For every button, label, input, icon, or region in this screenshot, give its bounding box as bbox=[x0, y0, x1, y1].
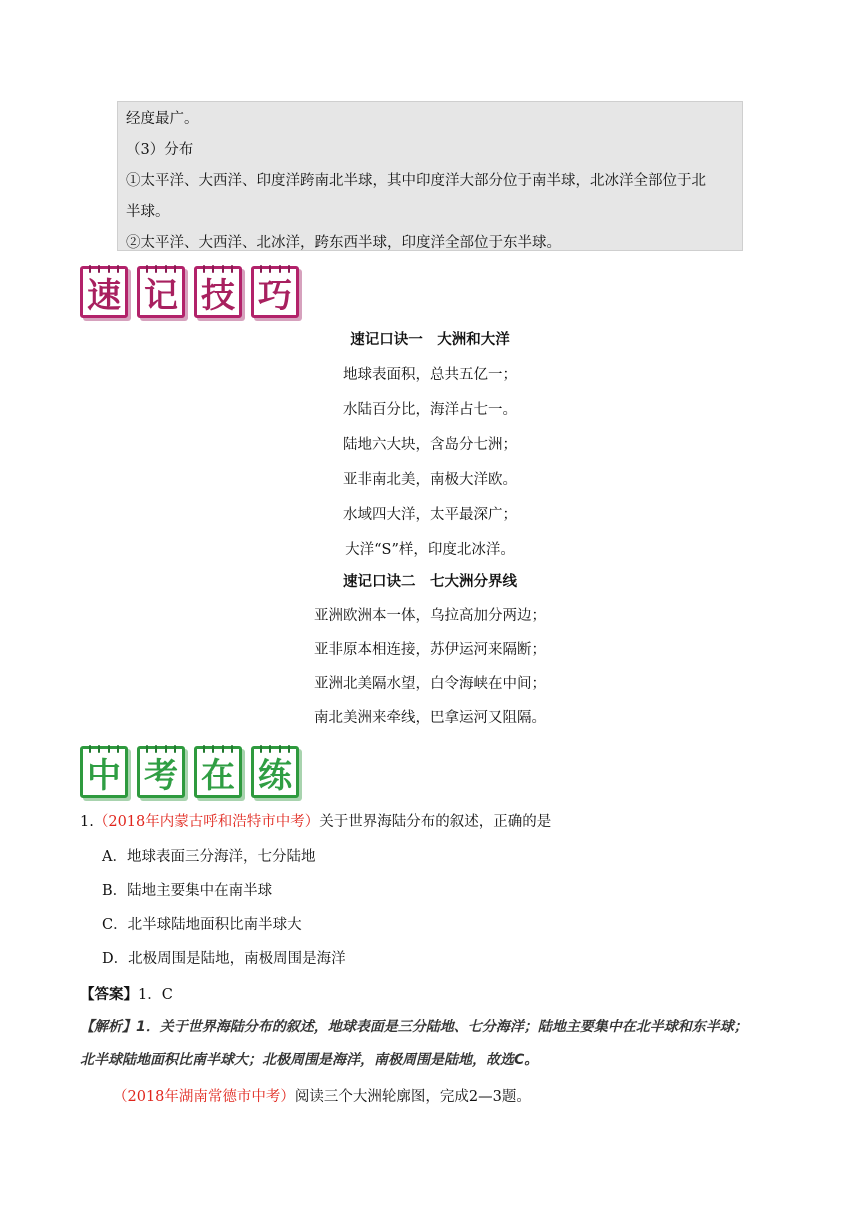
question-stem: 阅读三个大洲轮廓图，完成2—3题。 bbox=[294, 1089, 531, 1105]
banner-tile: 记 bbox=[137, 266, 185, 318]
banner-tile: 速 bbox=[80, 266, 128, 318]
poem-line: 亚非南北美，南极大洋欧。 bbox=[343, 472, 517, 488]
explanation-line-2: 北半球陆地面积比南半球大；北极周围是海洋，南极周围是陆地，故选C。 bbox=[80, 1052, 539, 1068]
explanation-label: 【解析】 bbox=[80, 1019, 136, 1035]
notes-line: 经度最广。 bbox=[126, 111, 199, 127]
question-number: 1. bbox=[80, 814, 94, 830]
answer-label: 【答案】 bbox=[80, 986, 138, 1003]
notes-line: 半球。 bbox=[126, 204, 170, 220]
answer-value: 1．C bbox=[138, 987, 173, 1003]
banner-tile: 考 bbox=[137, 746, 185, 798]
poem-line: 亚洲北美隔水望，白令海峡在中间； bbox=[314, 676, 546, 692]
poem-line: 大洋“S”样，印度北冰洋。 bbox=[345, 542, 515, 558]
poem-title: 速记口诀二 七大洲分界线 bbox=[343, 574, 517, 590]
poem-line: 亚非原本相连接，苏伊运河来隔断； bbox=[314, 642, 546, 658]
memory-tips-banner bbox=[80, 266, 299, 318]
option-b: B．陆地主要集中在南半球 bbox=[102, 883, 273, 899]
poem-two bbox=[0, 570, 860, 740]
question-2-intro bbox=[113, 1085, 531, 1106]
banner-tile: 练 bbox=[251, 746, 299, 798]
banner-tile: 巧 bbox=[251, 266, 299, 318]
poem-title: 速记口诀一 大洲和大洋 bbox=[350, 332, 510, 348]
poem-line: 水域四大洋，太平最深广； bbox=[343, 507, 517, 523]
poem-line: 水陆百分比，海洋占七一。 bbox=[343, 402, 517, 418]
poem-line: 陆地六大块，含岛分七洲； bbox=[343, 437, 517, 453]
exam-practice-banner bbox=[80, 746, 299, 798]
question-source: （2018年湖南常德市中考） bbox=[113, 1089, 295, 1105]
answer-line bbox=[80, 983, 173, 1004]
notes-line: ②太平洋、大西洋、北冰洋，跨东西半球，印度洋全部位于东半球。 bbox=[126, 235, 561, 251]
notes-box bbox=[117, 101, 743, 251]
banner-tile: 在 bbox=[194, 746, 242, 798]
explanation-line-1 bbox=[80, 1016, 748, 1036]
question-1 bbox=[80, 810, 551, 831]
banner-tile: 中 bbox=[80, 746, 128, 798]
option-c: C．北半球陆地面积比南半球大 bbox=[102, 917, 302, 933]
notes-line: （3）分布 bbox=[126, 142, 194, 158]
question-stem: 关于世界海陆分布的叙述，正确的是 bbox=[319, 814, 552, 830]
question-source: （2018年内蒙古呼和浩特市中考） bbox=[93, 814, 320, 830]
option-d: D．北极周围是陆地，南极周围是海洋 bbox=[102, 951, 346, 967]
poem-line: 地球表面积，总共五亿一； bbox=[343, 367, 517, 383]
poem-one bbox=[0, 328, 860, 573]
option-a: A．地球表面三分海洋，七分陆地 bbox=[102, 849, 316, 865]
banner-tile: 技 bbox=[194, 266, 242, 318]
poem-line: 亚洲欧洲本一体，乌拉高加分两边； bbox=[314, 608, 546, 624]
notes-line: ①太平洋、大西洋、印度洋跨南北半球，其中印度洋大部分位于南半球，北冰洋全部位于北 bbox=[126, 173, 706, 189]
explanation-text: 1．关于世界海陆分布的叙述，地球表面是三分陆地、七分海洋；陆地主要集中在北半球和东半球； bbox=[136, 1019, 748, 1035]
poem-line: 南北美洲来牵线，巴拿运河又阻隔。 bbox=[314, 710, 546, 726]
